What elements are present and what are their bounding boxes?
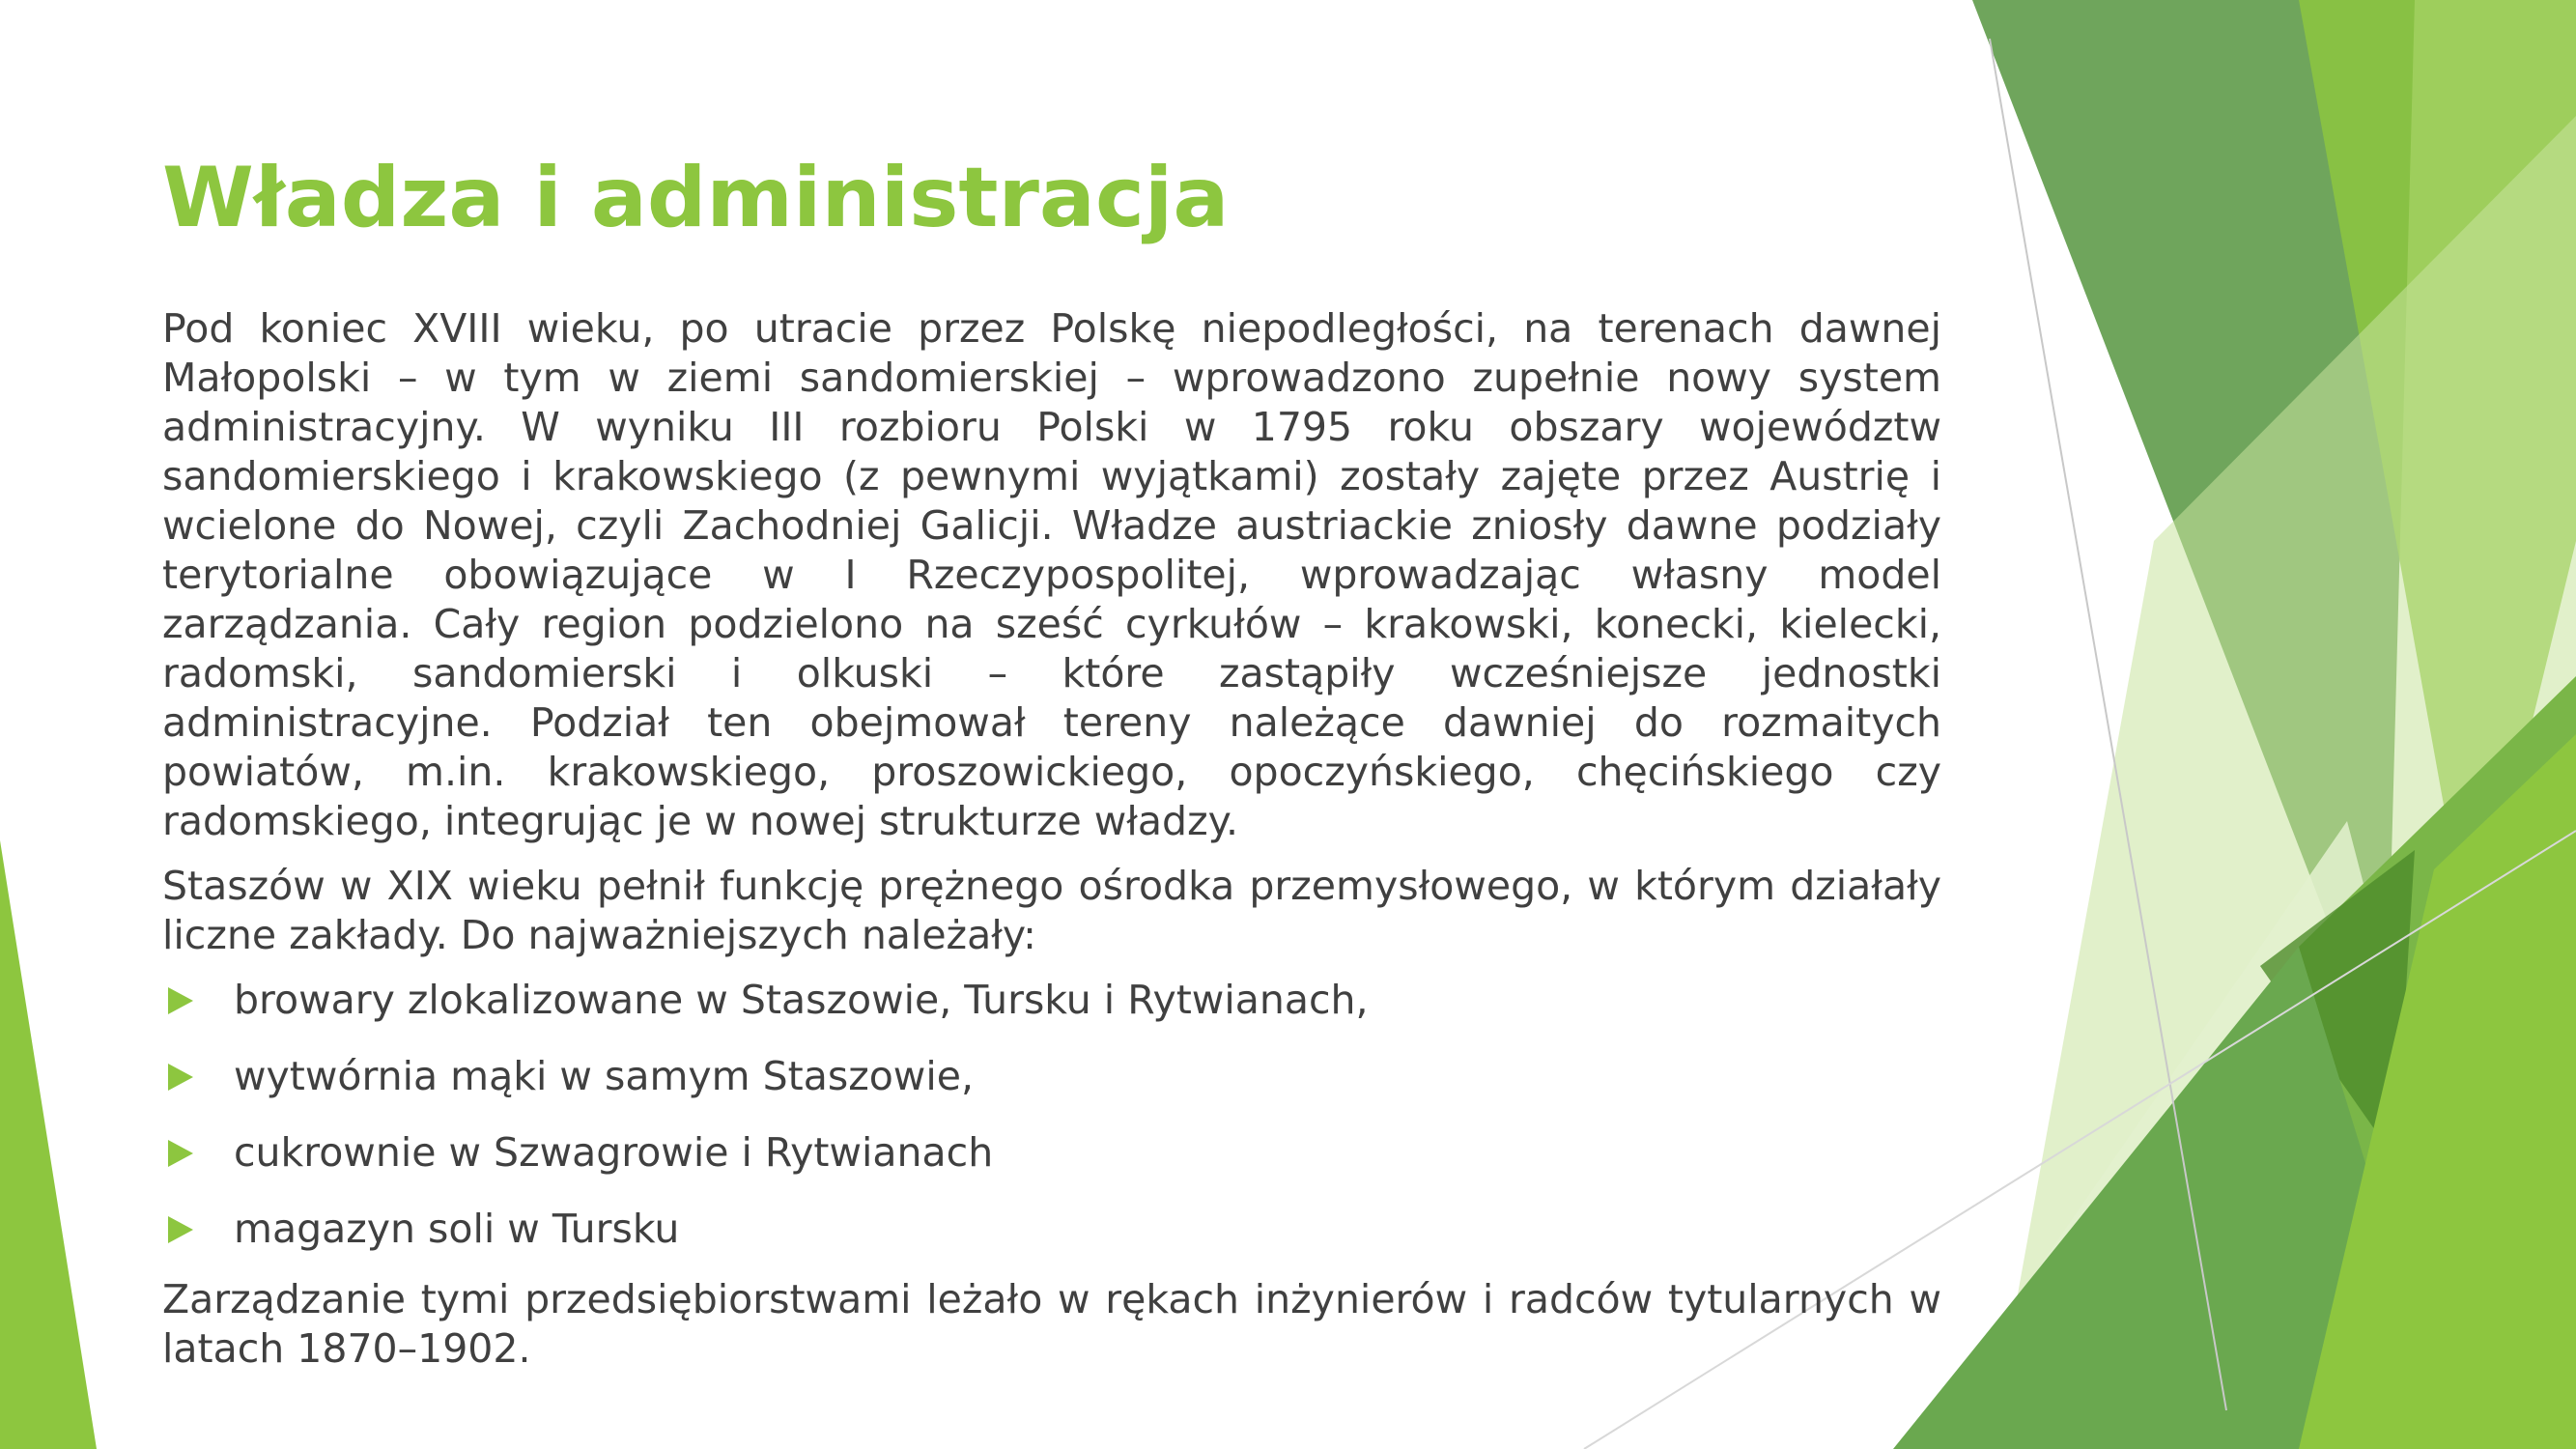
list-item bbox=[162, 1052, 1941, 1128]
triangle-right-icon bbox=[168, 1064, 193, 1091]
bullet-text: cukrownie w Szwagrowie i Rytwianach bbox=[234, 1129, 994, 1176]
bullet-text: browary zlokalizowane w Staszowie, Tursku i Rytwianach, bbox=[234, 977, 1369, 1023]
bullet-list bbox=[162, 976, 1941, 1281]
triangle-right-icon bbox=[168, 1216, 193, 1243]
bullet-text: magazyn soli w Tursku bbox=[234, 1206, 680, 1252]
list-item bbox=[162, 1128, 1941, 1205]
paragraph-closing: Zarządzanie tymi przedsiębiorstwami leżało w rękach inżynierów i radców tytularnych w latach 1870–1902. bbox=[162, 1276, 1941, 1372]
slide-content bbox=[162, 304, 1941, 1374]
paragraph-history: Pod koniec XVIII wieku, po utracie przez Polskę niepodległości, na terenach dawnej Małopolski – w tym w ziemi sandomierskiej – wprowadzono zupełnie nowy system administracyjny. W wyniku III rozbioru Polski w 1795 roku obszary województw sandomierskiego i krakowskiego (z pewnymi wyjątkami) zostały zajęte przez Austrię i wcielone do Nowej, czyli Zachodniej Galicji. Władze austriackie zniosły dawne podziały terytorialne obowiązujące w I Rzeczypospolitej, wprowadzając własny model zarządzania. Cały region podzielono na sześć cyrkułów – krakowski, konecki, kielecki, radomski, sandomierski i olkuski – które zastąpiły wcześniejsze jednostki administracyjne. Podział ten obejmował tereny należące dawniej do rozmaitych powiatów, m.in. krakowskiego, proszowickiego, opoczyńskiego, chęcińskiego czy radomskiego, integrując je w nowej strukturze władzy. bbox=[162, 305, 1941, 844]
slide-title: Władza i administracja bbox=[162, 150, 1230, 246]
list-item bbox=[162, 976, 1941, 1052]
list-item bbox=[162, 1205, 1941, 1281]
paragraph-staszow: Staszów w XIX wieku pełnił funkcję prężnego ośrodka przemysłowego, w którym działały liczne zakłady. Do najważniejszych należały: bbox=[162, 863, 1941, 958]
triangle-right-icon bbox=[168, 1140, 193, 1167]
left-green-sliver bbox=[0, 840, 97, 1449]
triangle-right-icon bbox=[168, 987, 193, 1014]
bullet-text: wytwórnia mąki w samym Staszowie, bbox=[234, 1053, 974, 1099]
